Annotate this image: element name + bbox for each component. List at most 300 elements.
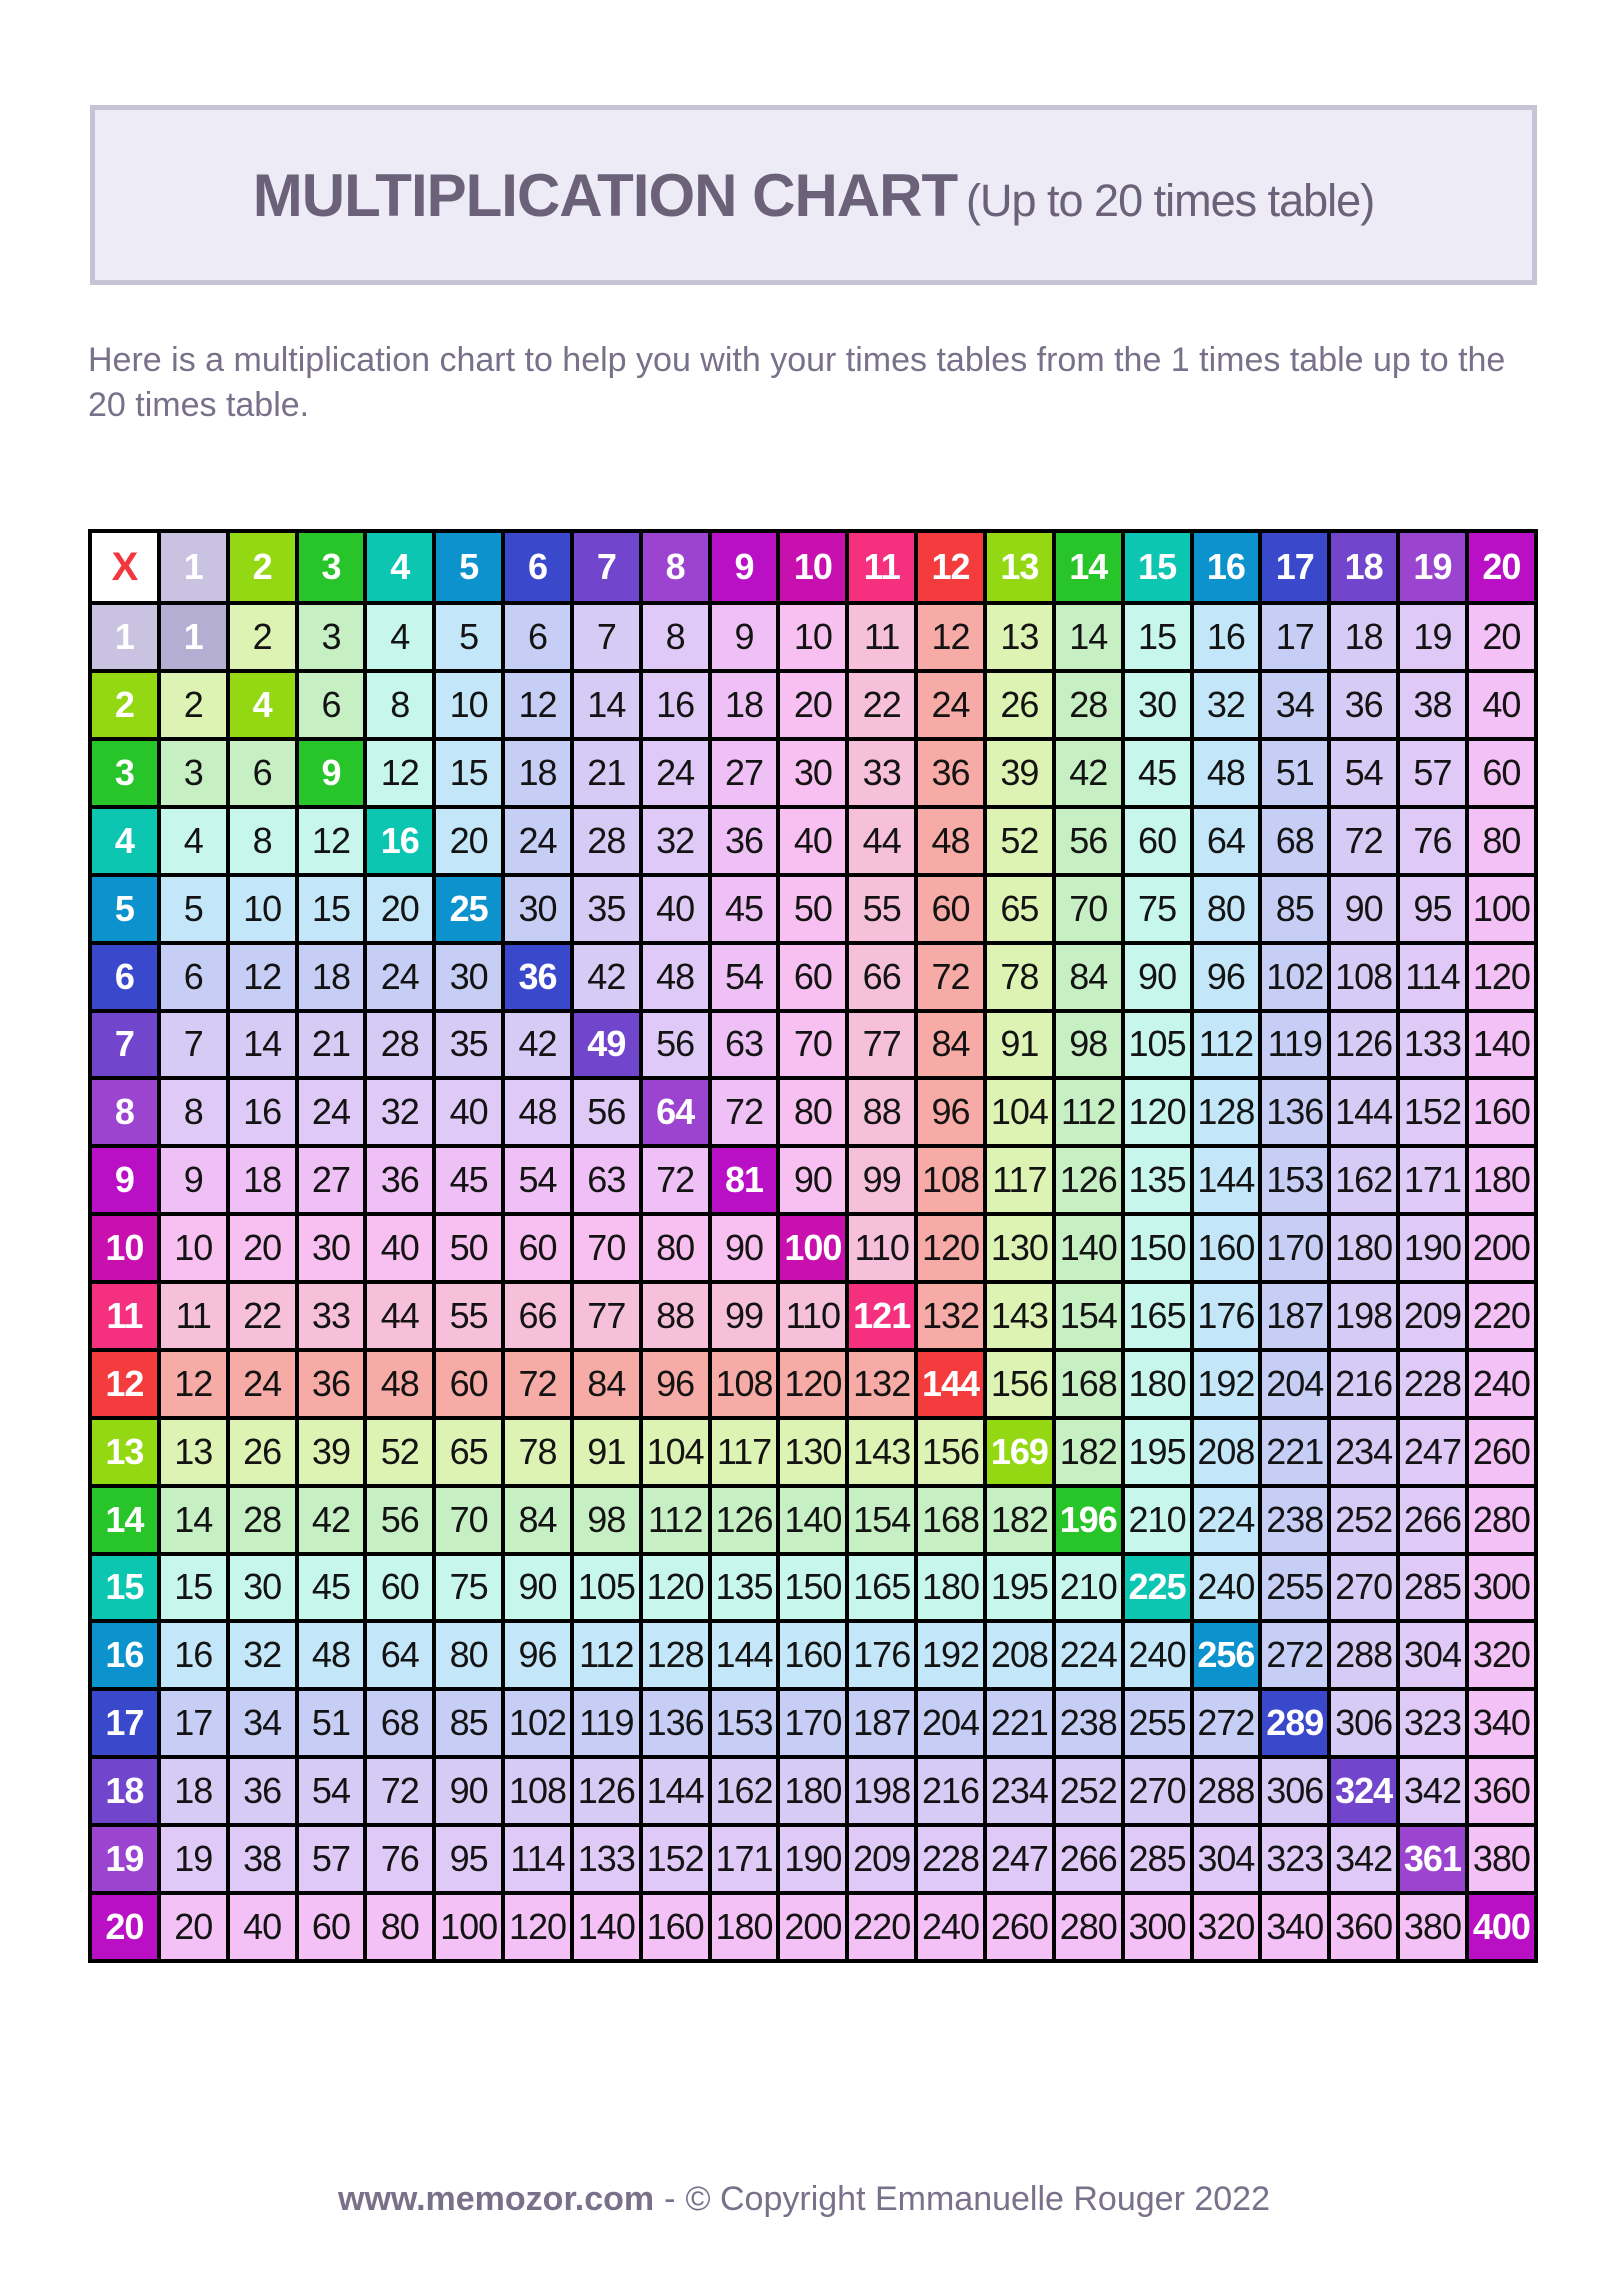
product-cell: 48 [641,943,710,1011]
site-link[interactable]: www.memozor.com [338,2180,655,2218]
product-cell: 16 [159,1621,228,1689]
product-cell: 76 [1398,807,1467,875]
product-cell: 117 [985,1146,1054,1214]
row-header-cell: 10 [90,1214,159,1282]
product-cell: 136 [641,1689,710,1757]
column-header-cell: 16 [1192,531,1261,603]
product-cell: 91 [572,1418,641,1486]
product-cell: 104 [641,1418,710,1486]
row-header-cell: 3 [90,739,159,807]
product-cell: 70 [434,1486,503,1554]
product-cell: 32 [1192,671,1261,739]
table-row [90,1554,1536,1622]
title-main: MULTIPLICATION CHART [252,161,958,229]
product-cell: 272 [1260,1621,1329,1689]
product-cell: 320 [1192,1893,1261,1961]
product-cell: 64 [1192,807,1261,875]
product-cell: 15 [1123,603,1192,671]
product-cell: 15 [159,1554,228,1622]
row-header-cell: 20 [90,1893,159,1961]
product-cell: 15 [297,875,366,943]
product-cell: 180 [1467,1146,1536,1214]
square-number-cell: 169 [985,1418,1054,1486]
square-number-cell: 121 [847,1282,916,1350]
product-cell: 24 [228,1350,297,1418]
product-cell: 170 [1260,1214,1329,1282]
product-cell: 168 [1054,1350,1123,1418]
product-cell: 162 [710,1757,779,1825]
product-cell: 55 [434,1282,503,1350]
table-row [90,875,1536,943]
product-cell: 220 [847,1893,916,1961]
product-cell: 36 [297,1350,366,1418]
product-cell: 2 [159,671,228,739]
product-cell: 36 [916,739,985,807]
product-cell: 4 [365,603,434,671]
product-cell: 28 [365,1011,434,1079]
title-suffix: (Up to 20 times table) [966,174,1375,226]
product-cell: 154 [847,1486,916,1554]
square-number-cell: 400 [1467,1893,1536,1961]
product-cell: 9 [710,603,779,671]
table-row [90,1282,1536,1350]
product-cell: 20 [1467,603,1536,671]
table-row [90,1825,1536,1893]
table-row [90,1214,1536,1282]
product-cell: 140 [1054,1214,1123,1282]
product-cell: 209 [1398,1282,1467,1350]
table-row [90,1078,1536,1146]
product-cell: 18 [297,943,366,1011]
square-number-cell: 81 [710,1146,779,1214]
product-cell: 66 [847,943,916,1011]
product-cell: 210 [1054,1554,1123,1622]
product-cell: 306 [1329,1689,1398,1757]
product-cell: 100 [1467,875,1536,943]
row-header-cell: 1 [90,603,159,671]
product-cell: 119 [1260,1011,1329,1079]
product-cell: 216 [916,1757,985,1825]
product-cell: 140 [778,1486,847,1554]
product-cell: 14 [159,1486,228,1554]
product-cell: 30 [503,875,572,943]
product-cell: 80 [641,1214,710,1282]
square-number-cell: 1 [159,603,228,671]
product-cell: 126 [572,1757,641,1825]
product-cell: 140 [572,1893,641,1961]
product-cell: 24 [641,739,710,807]
product-cell: 266 [1398,1486,1467,1554]
product-cell: 126 [1054,1146,1123,1214]
product-cell: 198 [847,1757,916,1825]
product-cell: 65 [985,875,1054,943]
product-cell: 24 [503,807,572,875]
product-cell: 44 [847,807,916,875]
product-cell: 16 [1192,603,1261,671]
product-cell: 280 [1054,1893,1123,1961]
product-cell: 48 [365,1350,434,1418]
product-cell: 190 [778,1825,847,1893]
product-cell: 165 [847,1554,916,1622]
product-cell: 9 [159,1146,228,1214]
product-cell: 54 [1329,739,1398,807]
column-header-cell: 10 [778,531,847,603]
column-header-cell: 15 [1123,531,1192,603]
product-cell: 84 [916,1011,985,1079]
product-cell: 108 [710,1350,779,1418]
column-header-cell: 5 [434,531,503,603]
product-cell: 360 [1467,1757,1536,1825]
product-cell: 255 [1260,1554,1329,1622]
product-cell: 32 [228,1621,297,1689]
product-cell: 135 [710,1554,779,1622]
product-cell: 60 [434,1350,503,1418]
product-cell: 65 [434,1418,503,1486]
product-cell: 60 [916,875,985,943]
square-number-cell: 289 [1260,1689,1329,1757]
product-cell: 16 [641,671,710,739]
column-header-cell: 7 [572,531,641,603]
product-cell: 200 [1467,1214,1536,1282]
product-cell: 40 [1467,671,1536,739]
product-cell: 192 [916,1621,985,1689]
product-cell: 240 [916,1893,985,1961]
product-cell: 10 [778,603,847,671]
product-cell: 117 [710,1418,779,1486]
product-cell: 44 [365,1282,434,1350]
product-cell: 210 [1123,1486,1192,1554]
product-cell: 112 [572,1621,641,1689]
square-number-cell: 361 [1398,1825,1467,1893]
product-cell: 95 [1398,875,1467,943]
product-cell: 18 [503,739,572,807]
product-cell: 144 [641,1757,710,1825]
product-cell: 132 [847,1350,916,1418]
row-header-cell: 11 [90,1282,159,1350]
product-cell: 12 [228,943,297,1011]
product-cell: 8 [365,671,434,739]
column-header-cell: 19 [1398,531,1467,603]
table-row [90,1486,1536,1554]
product-cell: 110 [847,1214,916,1282]
product-cell: 143 [847,1418,916,1486]
product-cell: 168 [916,1486,985,1554]
product-cell: 35 [434,1011,503,1079]
product-cell: 96 [916,1078,985,1146]
product-cell: 52 [985,807,1054,875]
product-cell: 285 [1123,1825,1192,1893]
product-cell: 45 [434,1146,503,1214]
table-row [90,1689,1536,1757]
product-cell: 114 [503,1825,572,1893]
product-cell: 19 [1398,603,1467,671]
product-cell: 153 [710,1689,779,1757]
product-cell: 90 [778,1146,847,1214]
product-cell: 18 [228,1146,297,1214]
product-cell: 342 [1398,1757,1467,1825]
table-row [90,603,1536,671]
product-cell: 204 [916,1689,985,1757]
product-cell: 7 [572,603,641,671]
product-cell: 180 [1123,1350,1192,1418]
product-cell: 143 [985,1282,1054,1350]
product-cell: 96 [1192,943,1261,1011]
product-cell: 208 [1192,1418,1261,1486]
product-cell: 20 [365,875,434,943]
multiplication-table [88,529,1538,1963]
product-cell: 36 [1329,671,1398,739]
table-row [90,1757,1536,1825]
product-cell: 80 [365,1893,434,1961]
table-row [90,1011,1536,1079]
square-number-cell: 49 [572,1011,641,1079]
product-cell: 14 [572,671,641,739]
product-cell: 102 [1260,943,1329,1011]
product-cell: 48 [916,807,985,875]
product-cell: 104 [985,1078,1054,1146]
product-cell: 85 [434,1689,503,1757]
product-cell: 30 [228,1554,297,1622]
product-cell: 18 [1329,603,1398,671]
product-cell: 165 [1123,1282,1192,1350]
product-cell: 84 [1054,943,1123,1011]
product-cell: 160 [641,1893,710,1961]
product-cell: 228 [916,1825,985,1893]
product-cell: 98 [572,1486,641,1554]
product-cell: 150 [778,1554,847,1622]
column-header-cell: 8 [641,531,710,603]
product-cell: 209 [847,1825,916,1893]
product-cell: 88 [641,1282,710,1350]
product-cell: 323 [1260,1825,1329,1893]
product-cell: 130 [985,1214,1054,1282]
product-cell: 3 [297,603,366,671]
product-cell: 252 [1054,1757,1123,1825]
product-cell: 38 [1398,671,1467,739]
product-cell: 90 [710,1214,779,1282]
product-cell: 280 [1467,1486,1536,1554]
product-cell: 63 [710,1011,779,1079]
product-cell: 57 [297,1825,366,1893]
column-header-cell: 4 [365,531,434,603]
product-cell: 99 [847,1146,916,1214]
product-cell: 108 [503,1757,572,1825]
product-cell: 68 [365,1689,434,1757]
product-cell: 221 [985,1689,1054,1757]
intro-text: Here is a multiplication chart to help you with your times tables from the 1 times table up to the 20 times table. [88,341,1506,424]
product-cell: 4 [159,807,228,875]
product-cell: 182 [1054,1418,1123,1486]
square-number-cell: 225 [1123,1554,1192,1622]
product-cell: 6 [159,943,228,1011]
product-cell: 152 [641,1825,710,1893]
product-cell: 240 [1467,1350,1536,1418]
product-cell: 72 [503,1350,572,1418]
row-header-cell: 19 [90,1825,159,1893]
title-box [90,105,1537,285]
table-body [90,531,1536,1961]
product-cell: 144 [710,1621,779,1689]
row-header-cell: 17 [90,1689,159,1757]
table-row [90,1350,1536,1418]
product-cell: 35 [572,875,641,943]
product-cell: 2 [228,603,297,671]
product-cell: 84 [572,1350,641,1418]
product-cell: 135 [1123,1146,1192,1214]
product-cell: 102 [503,1689,572,1757]
product-cell: 40 [228,1893,297,1961]
corner-cell: X [90,531,159,603]
product-cell: 12 [916,603,985,671]
product-cell: 90 [1329,875,1398,943]
product-cell: 78 [985,943,1054,1011]
column-header-cell: 17 [1260,531,1329,603]
footer-separator: - [664,2180,676,2218]
product-cell: 234 [1329,1418,1398,1486]
column-header-cell: 1 [159,531,228,603]
product-cell: 24 [365,943,434,1011]
product-cell: 30 [1123,671,1192,739]
product-cell: 100 [434,1893,503,1961]
product-cell: 340 [1467,1689,1536,1757]
product-cell: 24 [916,671,985,739]
product-cell: 3 [159,739,228,807]
product-cell: 36 [365,1146,434,1214]
product-cell: 195 [1123,1418,1192,1486]
product-cell: 192 [1192,1350,1261,1418]
product-cell: 300 [1467,1554,1536,1622]
product-cell: 34 [228,1689,297,1757]
product-cell: 20 [434,807,503,875]
product-cell: 48 [1192,739,1261,807]
product-cell: 26 [228,1418,297,1486]
product-cell: 288 [1329,1621,1398,1689]
product-cell: 12 [365,739,434,807]
product-cell: 119 [572,1689,641,1757]
product-cell: 54 [297,1757,366,1825]
product-cell: 110 [778,1282,847,1350]
product-cell: 45 [710,875,779,943]
footer [0,2180,1608,2219]
product-cell: 20 [159,1893,228,1961]
product-cell: 12 [159,1350,228,1418]
product-cell: 84 [503,1486,572,1554]
product-cell: 13 [985,603,1054,671]
product-cell: 72 [1329,807,1398,875]
product-cell: 320 [1467,1621,1536,1689]
product-cell: 55 [847,875,916,943]
product-cell: 238 [1054,1689,1123,1757]
product-cell: 48 [503,1078,572,1146]
product-cell: 5 [159,875,228,943]
product-cell: 33 [297,1282,366,1350]
product-cell: 200 [778,1893,847,1961]
column-header-cell: 11 [847,531,916,603]
product-cell: 171 [1398,1146,1467,1214]
product-cell: 216 [1329,1350,1398,1418]
product-cell: 75 [434,1554,503,1622]
product-cell: 18 [159,1757,228,1825]
product-cell: 7 [159,1011,228,1079]
product-cell: 187 [847,1689,916,1757]
square-number-cell: 36 [503,943,572,1011]
column-header-cell: 13 [985,531,1054,603]
product-cell: 21 [297,1011,366,1079]
product-cell: 234 [985,1757,1054,1825]
product-cell: 32 [365,1078,434,1146]
product-cell: 80 [1192,875,1261,943]
product-cell: 95 [434,1825,503,1893]
product-cell: 80 [778,1078,847,1146]
square-number-cell: 100 [778,1214,847,1282]
product-cell: 36 [228,1757,297,1825]
product-cell: 40 [434,1078,503,1146]
product-cell: 24 [297,1078,366,1146]
product-cell: 22 [228,1282,297,1350]
product-cell: 6 [228,739,297,807]
product-cell: 6 [297,671,366,739]
product-cell: 42 [297,1486,366,1554]
product-cell: 112 [641,1486,710,1554]
page-title [253,161,1374,230]
product-cell: 180 [710,1893,779,1961]
product-cell: 96 [641,1350,710,1418]
product-cell: 270 [1123,1757,1192,1825]
product-cell: 380 [1398,1893,1467,1961]
row-header-cell: 14 [90,1486,159,1554]
product-cell: 60 [778,943,847,1011]
product-cell: 6 [503,603,572,671]
product-cell: 28 [572,807,641,875]
product-cell: 304 [1192,1825,1261,1893]
product-cell: 140 [1467,1011,1536,1079]
column-header-cell: 12 [916,531,985,603]
square-number-cell: 196 [1054,1486,1123,1554]
product-cell: 51 [297,1689,366,1757]
product-cell: 54 [710,943,779,1011]
product-cell: 28 [228,1486,297,1554]
product-cell: 8 [159,1078,228,1146]
product-cell: 5 [434,603,503,671]
product-cell: 153 [1260,1146,1329,1214]
column-header-cell: 9 [710,531,779,603]
product-cell: 99 [710,1282,779,1350]
product-cell: 133 [1398,1011,1467,1079]
product-cell: 12 [503,671,572,739]
product-cell: 105 [1123,1011,1192,1079]
product-cell: 120 [778,1350,847,1418]
product-cell: 285 [1398,1554,1467,1622]
product-cell: 45 [297,1554,366,1622]
product-cell: 247 [1398,1418,1467,1486]
product-cell: 19 [159,1825,228,1893]
product-cell: 60 [1123,807,1192,875]
product-cell: 56 [641,1011,710,1079]
product-cell: 27 [710,739,779,807]
product-cell: 13 [159,1418,228,1486]
column-header-cell: 3 [297,531,366,603]
product-cell: 160 [1192,1214,1261,1282]
product-cell: 162 [1329,1146,1398,1214]
product-cell: 80 [1467,807,1536,875]
product-cell: 50 [434,1214,503,1282]
product-cell: 126 [710,1486,779,1554]
product-cell: 300 [1123,1893,1192,1961]
product-cell: 120 [916,1214,985,1282]
product-cell: 10 [228,875,297,943]
product-cell: 20 [228,1214,297,1282]
product-cell: 14 [228,1011,297,1079]
